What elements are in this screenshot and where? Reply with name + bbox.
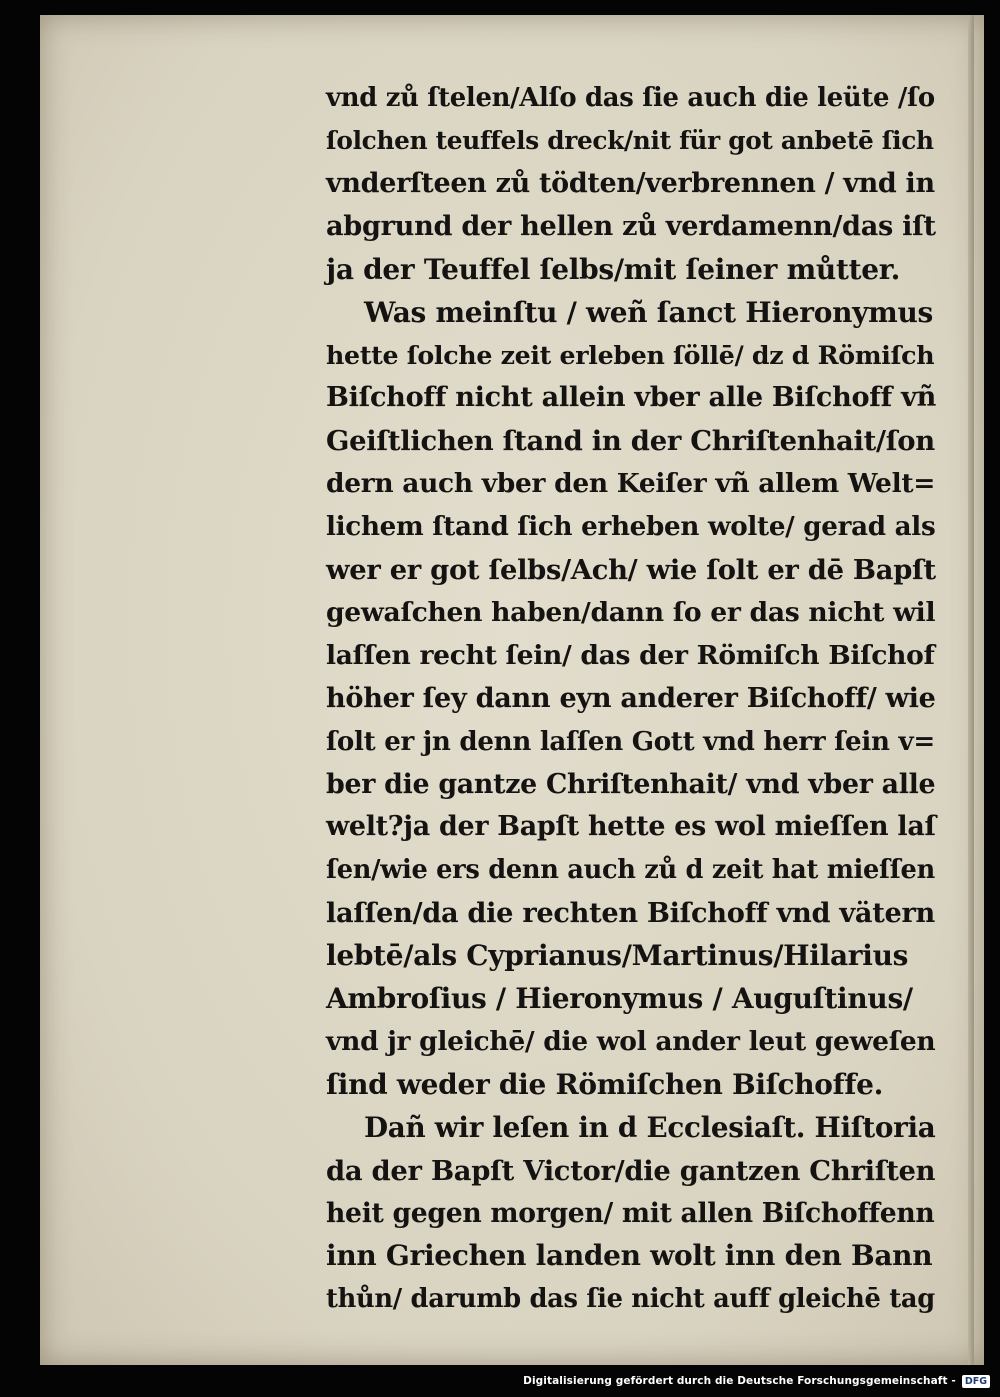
text-line: vnd zů ſtelen/Alſo das ſie auch die leüte /ſo	[326, 83, 935, 113]
text-line: Ambroſius / Hieronymus / Auguſtinus/	[326, 982, 913, 1016]
text-line: ja der Teuffel ſelbs/mit ſeiner můtter.	[326, 252, 901, 286]
text-line: wer er got ſelbs/Ach/ wie ſolt er dē Bapſt	[326, 553, 936, 586]
text-line: dern auch vber den Keiſer vñ allem Welt=	[326, 468, 936, 500]
text-line: Dañ wir leſen in d Ecclesiaſt. Hiſtoria	[364, 1110, 936, 1144]
text-line: inn Griechen landen wolt inn den Bann	[326, 1239, 933, 1273]
text-line: lebtē/als Cyprianus/Martinus/Hilarius	[326, 939, 909, 973]
text-line: da der Bapſt Victor/die gantzen Chriſten	[326, 1154, 936, 1187]
text-line: Was meinſtu / weñ ſanct Hieronymus	[364, 295, 933, 329]
book-page	[40, 15, 984, 1365]
text-line: gewaſchen haben/dann ſo er das nicht wil	[326, 596, 936, 628]
text-line: hette ſolche zeit erleben ſöllē/ dz d Römiſch	[326, 340, 935, 371]
dfg-logo: DFG	[962, 1375, 990, 1388]
funding-notice: Digitalisierung gefördert durch die Deutsche Forschungsgemeinschaft -	[523, 1375, 956, 1387]
text-line: abgrund der hellen zů verdamenn/das iſt	[326, 210, 936, 242]
page-text	[326, 77, 936, 1321]
text-line: ſind weder die Römiſchen Biſchoffe.	[326, 1067, 884, 1101]
text-line: laſſen/da die rechten Biſchoff vnd vätern	[326, 897, 935, 930]
text-line: höher ſey dann eyn anderer Biſchoff/ wie	[326, 682, 936, 714]
text-line: Biſchoff nicht allein vber alle Biſchoff vñ	[326, 382, 936, 414]
text-line: lichem ſtand ſich erheben wolte/ gerad als	[326, 511, 936, 543]
text-line: laſſen recht ſein/ das der Römiſch Biſchof	[326, 639, 935, 671]
text-line: welt?ja der Bapſt hette es wol mieſſen laſ	[326, 811, 936, 843]
text-line: ber die gantze Chriſtenhait/ vnd vber alle	[326, 768, 936, 800]
text-line: vnderſteen zů tödten/verbrennen / vnd in	[326, 167, 935, 199]
text-line: ſolchen teuffels dreck/nit für got anbetē ſich	[326, 125, 934, 155]
text-line: ſolt er jn denn laſſen Gott vnd herr ſein v=	[326, 725, 935, 757]
text-line: thůn/ darumb das ſie nicht auff gleichē tag	[326, 1284, 935, 1315]
text-line: vnd jr gleichē/ die wol ander leut geweſen	[326, 1025, 936, 1057]
text-line: ſen/wie ers denn auch zů d zeit hat mieſſen	[326, 855, 935, 886]
page-edge	[968, 15, 974, 1365]
text-line: heit gegen morgen/ mit allen Biſchoffenn	[326, 1197, 935, 1229]
footer	[0, 1365, 1000, 1397]
text-line: Geiſtlichen ſtand in der Chriſtenhait/ſon	[326, 425, 935, 458]
